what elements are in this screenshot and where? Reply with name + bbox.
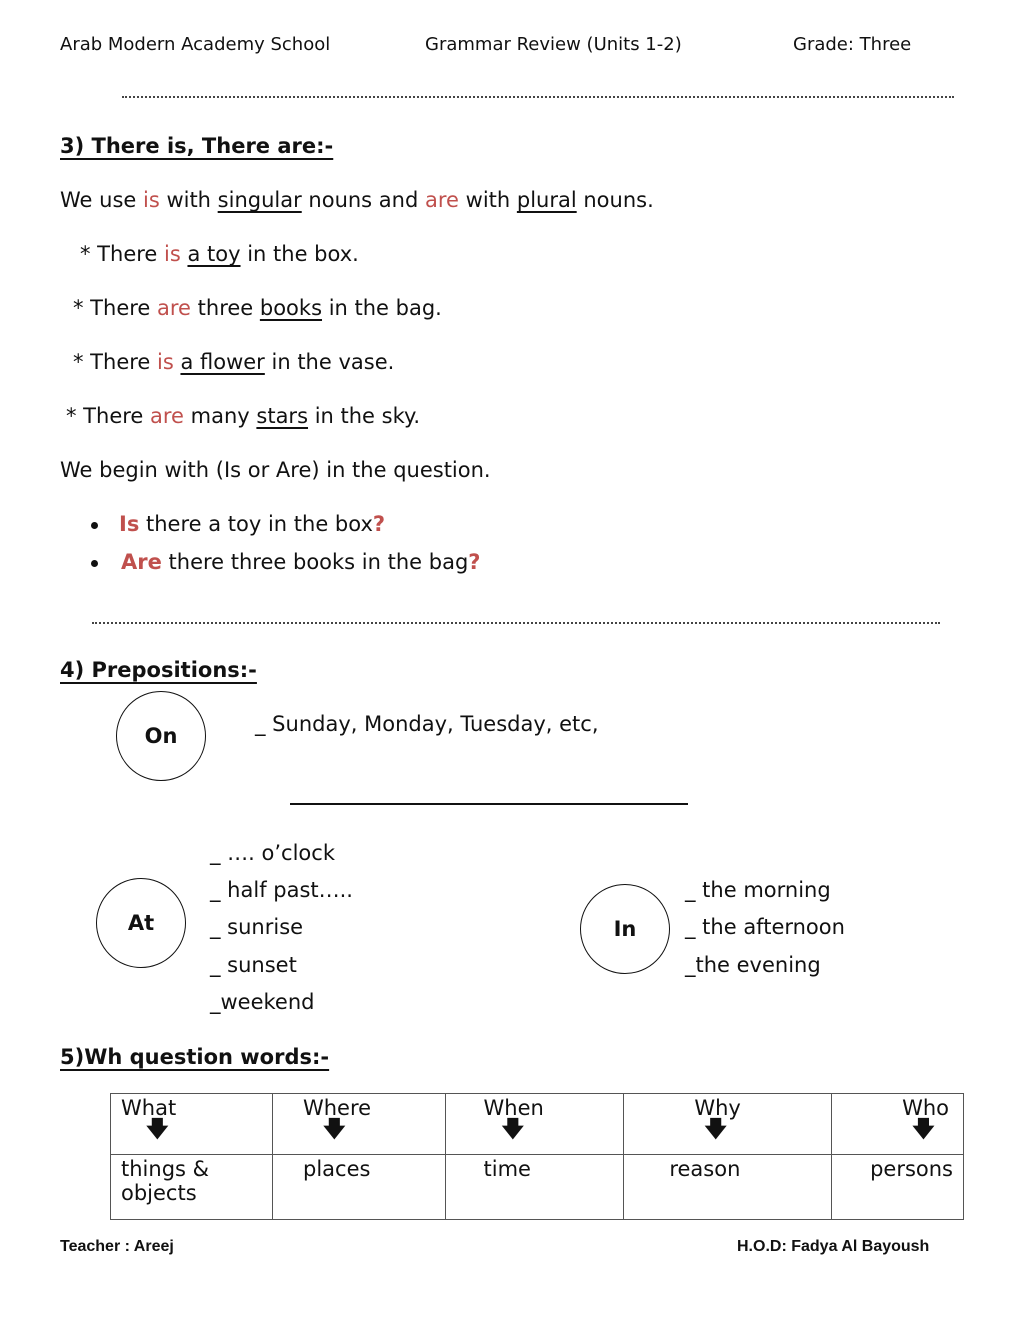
at-item: _ sunrise: [210, 915, 304, 939]
highlight: is: [142, 188, 160, 212]
at-item: _ …. o’clock: [210, 841, 335, 865]
example-sentence: [80, 242, 359, 266]
at-item: _ half past…..: [210, 878, 353, 902]
in-item: _the evening: [685, 953, 821, 977]
preposition-at-circle: At: [96, 878, 186, 968]
on-item: _ Sunday, Monday, Tuesday, etc,: [255, 712, 599, 736]
meaning: things & objects: [121, 1157, 210, 1205]
text: there a toy in the box: [139, 512, 373, 536]
text: there three books in the bag: [161, 550, 469, 574]
underlined: plural: [516, 188, 577, 212]
bullet-icon: [91, 522, 98, 529]
wh-word: When: [483, 1096, 544, 1120]
arrow-down-icon: 🡇: [146, 1117, 169, 1142]
meaning-cell: [111, 1155, 273, 1220]
preposition-in-circle: In: [580, 884, 670, 974]
rule-sentence: [60, 188, 654, 212]
text: * There: [73, 350, 157, 374]
underlined: books: [259, 296, 323, 320]
wh-word: Where: [302, 1096, 372, 1120]
underlined: singular: [217, 188, 302, 212]
highlight: are: [157, 296, 191, 320]
in-item: _ the morning: [685, 878, 831, 902]
highlight: ?: [468, 550, 481, 574]
question-example: [121, 550, 480, 574]
text: in the sky.: [308, 404, 421, 428]
grade-label: Grade: Three: [793, 34, 912, 55]
meaning-cell: reason: [624, 1155, 832, 1220]
highlight: are: [150, 404, 184, 428]
underlined: a flower: [180, 350, 265, 374]
example-sentence: [66, 404, 420, 428]
wh-word-cell: [445, 1094, 624, 1155]
bullet-icon: [91, 560, 98, 567]
text: with: [159, 188, 218, 212]
arrow-down-icon: 🡇: [704, 1117, 727, 1142]
text: nouns.: [576, 188, 654, 212]
question-example: [119, 512, 385, 536]
section-5-heading: 5)Wh question words:-: [60, 1045, 330, 1069]
wh-word-cell: [624, 1094, 832, 1155]
school-name: Arab Modern Academy School: [60, 34, 331, 55]
text: We use: [60, 188, 143, 212]
highlight: Is: [119, 512, 140, 536]
preposition-on-circle: On: [116, 691, 206, 781]
text: * There: [73, 296, 157, 320]
meaning-cell: time: [445, 1155, 624, 1220]
highlight: is: [164, 242, 181, 266]
section-3-heading: 3) There is, There are:-: [60, 134, 334, 158]
highlight: is: [157, 350, 174, 374]
text: in the bag.: [322, 296, 442, 320]
hod-name: H.O.D: Fadya Al Bayoush: [737, 1238, 930, 1255]
dotted-divider: [92, 622, 940, 624]
in-item: _ the afternoon: [685, 915, 845, 939]
wh-words-table: [110, 1093, 964, 1220]
wh-word: Why: [694, 1096, 741, 1120]
text: many: [183, 404, 257, 428]
example-sentence: [73, 296, 442, 320]
dotted-divider: [122, 96, 954, 98]
meaning-cell: places: [272, 1155, 445, 1220]
underlined: stars: [256, 404, 309, 428]
question-rule: We begin with (Is or Are) in the question.: [60, 458, 491, 482]
text: * There: [66, 404, 150, 428]
text: nouns and: [301, 188, 425, 212]
highlight: are: [425, 188, 459, 212]
section-4-heading: 4) Prepositions:-: [60, 658, 257, 682]
divider-line: [290, 803, 688, 805]
text: with: [458, 188, 517, 212]
text: three: [190, 296, 260, 320]
example-sentence: [73, 350, 394, 374]
wh-word: Who: [902, 1096, 949, 1120]
teacher-name: Teacher : Areej: [60, 1238, 174, 1255]
arrow-down-icon: 🡇: [501, 1117, 525, 1142]
text: in the box.: [240, 242, 359, 266]
text: * There: [80, 242, 164, 266]
highlight: ?: [372, 512, 386, 536]
worksheet-title: Grammar Review (Units 1-2): [425, 34, 682, 55]
at-item: _ sunset: [210, 953, 297, 977]
highlight: Are: [121, 550, 162, 574]
at-item: _weekend: [210, 990, 315, 1014]
meaning-cell: persons: [832, 1155, 964, 1220]
wh-word-cell: [832, 1094, 964, 1155]
arrow-down-icon: 🡇: [912, 1117, 935, 1142]
underlined: a toy: [187, 242, 241, 266]
wh-word-cell: [272, 1094, 445, 1155]
wh-word: What: [121, 1096, 177, 1120]
text: in the vase.: [264, 350, 395, 374]
wh-word-cell: [111, 1094, 273, 1155]
arrow-down-icon: 🡇: [322, 1117, 346, 1142]
